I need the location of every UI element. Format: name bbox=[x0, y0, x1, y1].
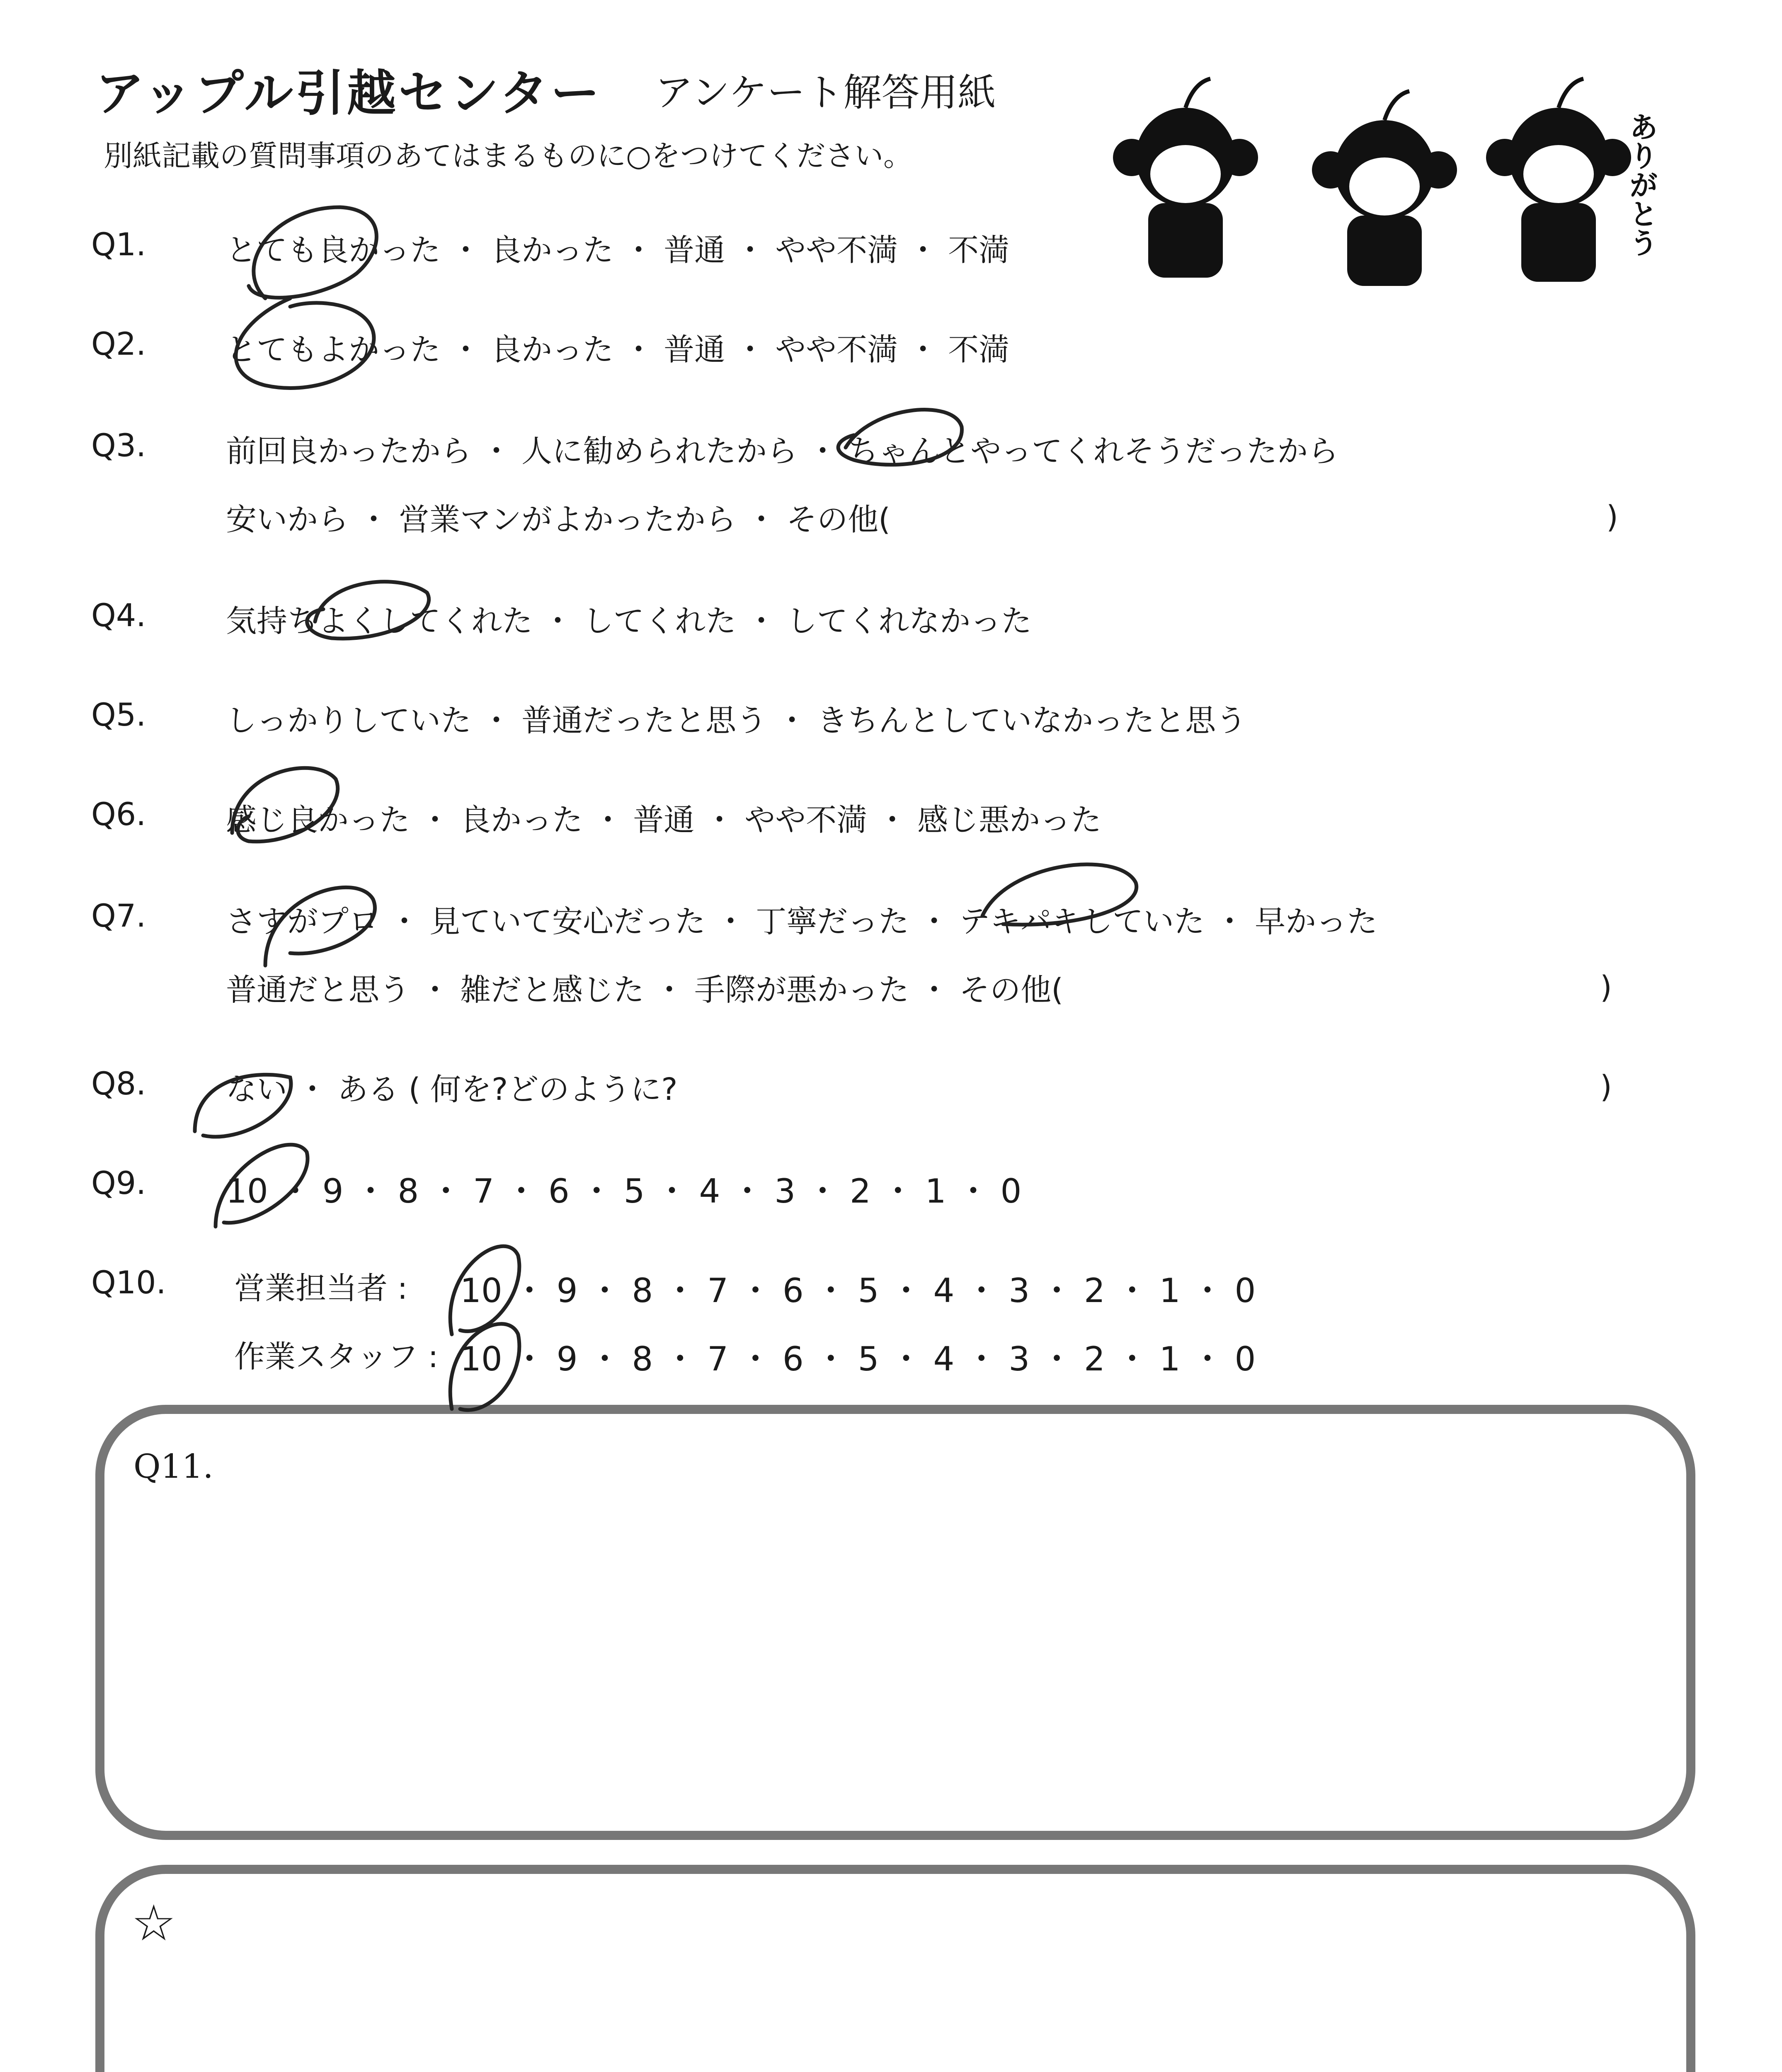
q1-circle-mark bbox=[249, 207, 376, 298]
q9-label: Q9. bbox=[91, 1164, 146, 1201]
star-icon: ☆ bbox=[131, 1895, 176, 1952]
q10-staff-circle-mark bbox=[450, 1324, 519, 1410]
q7-options-line2[interactable]: 普通だと思う ・ 雑だと感じた ・ 手際が悪かった ・ その他( bbox=[226, 972, 1064, 1008]
q6-label: Q6. bbox=[91, 796, 146, 833]
q3-circle-mark bbox=[838, 410, 962, 465]
company-title: アップル引越センター bbox=[95, 65, 602, 122]
q2-label: Q2. bbox=[91, 325, 146, 362]
q1-label: Q1. bbox=[91, 226, 146, 263]
q6-circle-mark bbox=[232, 768, 338, 842]
q3-close-paren: ) bbox=[1606, 499, 1618, 535]
q4-label: Q4. bbox=[91, 597, 146, 634]
q2-circle-mark bbox=[236, 298, 374, 388]
q3-label: Q3. bbox=[91, 427, 146, 464]
q11-label: Q11. bbox=[133, 1447, 213, 1486]
mascot-thanks-text: ありがとう bbox=[1624, 112, 1658, 257]
q10-staff-scale[interactable]: 10 ・ 9 ・ 8 ・ 7 ・ 6 ・ 5 ・ 4 ・ 3 ・ 2 ・ 1 ・ 0 bbox=[460, 1340, 1256, 1378]
q7-circle-mark-1 bbox=[265, 887, 375, 966]
q8-close-paren: ) bbox=[1600, 1069, 1612, 1105]
q3-options-line1[interactable]: 前回良かったから ・ 人に勧められたから ・ ちゃんとやってくれそうだったから bbox=[226, 433, 1339, 469]
q10-sales-scale[interactable]: 10 ・ 9 ・ 8 ・ 7 ・ 6 ・ 5 ・ 4 ・ 3 ・ 2 ・ 1 ・ 0 bbox=[460, 1271, 1256, 1310]
q1-options[interactable]: とても良かった ・ 良かった ・ 普通 ・ やや不満 ・ 不満 bbox=[226, 232, 1010, 268]
q4-options[interactable]: 気持ちよくしてくれた ・ してくれた ・ してくれなかった bbox=[226, 603, 1032, 639]
q7-close-paren: ) bbox=[1600, 970, 1612, 1005]
instruction-text: 別紙記載の質問事項のあてはまるものに○をつけてください。 bbox=[104, 139, 913, 173]
q8-options[interactable]: ない ・ ある ( 何を?どのように? bbox=[226, 1072, 678, 1107]
q10-label: Q10. bbox=[91, 1264, 166, 1301]
q7-circle-mark-2 bbox=[982, 864, 1137, 925]
q8-circle-mark bbox=[195, 1075, 291, 1137]
q5-options[interactable]: しっかりしていた ・ 普通だったと思う ・ きちんとしていなかったと思う bbox=[226, 703, 1247, 738]
q4-circle-mark bbox=[307, 582, 429, 639]
q10-staff-label: 作業スタッフ : bbox=[234, 1339, 439, 1375]
q8-label: Q8. bbox=[91, 1065, 146, 1102]
q10-sales-circle-mark bbox=[450, 1246, 519, 1334]
q9-scale[interactable]: 10 ・ 9 ・ 8 ・ 7 ・ 6 ・ 5 ・ 4 ・ 3 ・ 2 ・ 1 ・ 0 bbox=[226, 1172, 1022, 1210]
form-subtitle: アンケート解答用紙 bbox=[655, 70, 996, 115]
q7-label: Q7. bbox=[91, 897, 146, 934]
q2-options[interactable]: とてもよかった ・ 良かった ・ 普通 ・ やや不満 ・ 不満 bbox=[226, 332, 1010, 368]
q5-label: Q5. bbox=[91, 696, 146, 733]
q7-options-line1[interactable]: さすがプロ ・ 見ていて安心だった ・ 丁寧だった ・ テキパキしていた ・ 早かった bbox=[226, 904, 1378, 939]
q9-circle-mark bbox=[216, 1145, 308, 1227]
q6-options[interactable]: 感じ良かった ・ 良かった ・ 普通 ・ やや不満 ・ 感じ悪かった bbox=[226, 802, 1102, 838]
q10-sales-label: 営業担当者 : bbox=[234, 1271, 408, 1306]
q3-options-line2[interactable]: 安いから ・ 営業マンがよかったから ・ その他( bbox=[226, 502, 890, 537]
